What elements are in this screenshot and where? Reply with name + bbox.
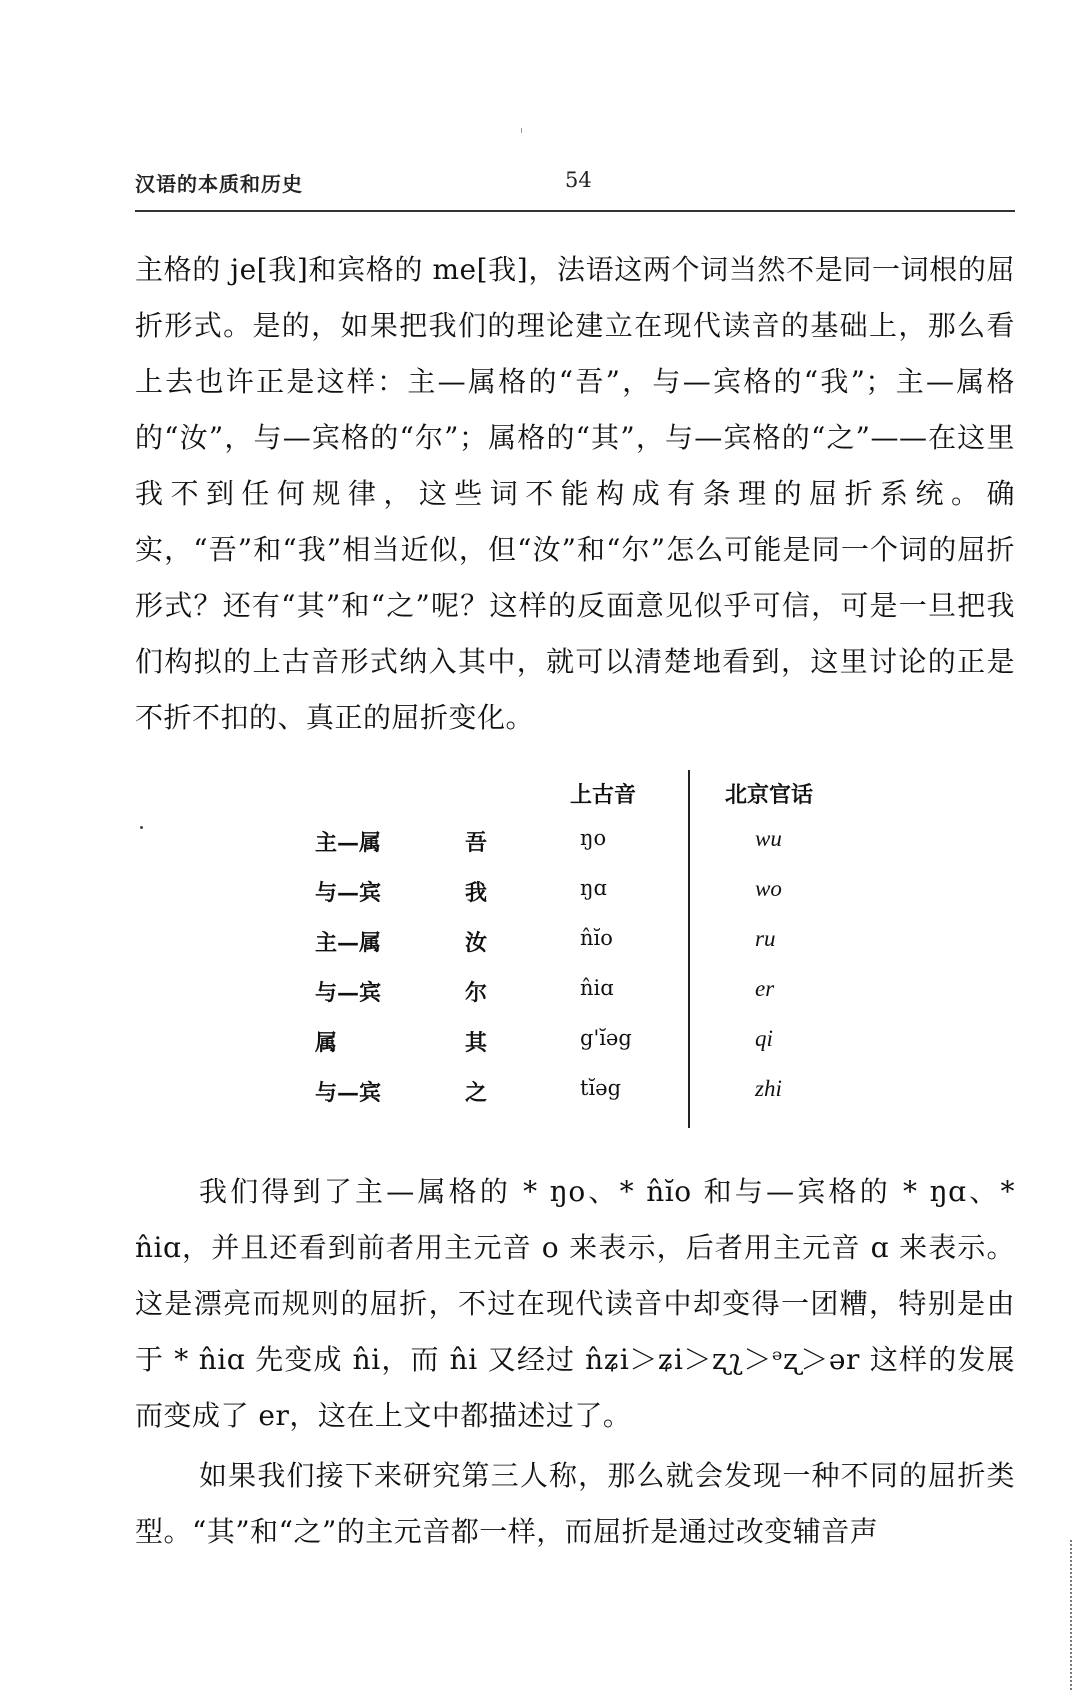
page-number: 54 <box>565 168 592 192</box>
paragraph-third-person: 如果我们接下来研究第三人称，那么就会发现一种不同的屈折类型。“其”和“之”的主元音都一样，而屈折是通过改变辅音声 <box>135 1459 1015 1548</box>
table-row <box>305 1076 865 1116</box>
old-chinese-cell: g'ĭəg <box>580 1026 632 1050</box>
peking-cell: ru <box>755 926 776 951</box>
running-header <box>135 168 1015 208</box>
case-cell: 与—宾 <box>315 980 382 1006</box>
table-row <box>305 976 865 1016</box>
char-cell: 尔 <box>465 980 488 1006</box>
case-cell: 与—宾 <box>315 1080 382 1106</box>
header-rule <box>135 210 1015 212</box>
column-header-old-chinese: 上古音 <box>570 782 637 808</box>
case-cell: 主—属 <box>315 830 382 856</box>
char-cell: 汝 <box>465 930 488 956</box>
char-cell: 之 <box>465 1080 488 1106</box>
book-title: 汉语的本质和历史 <box>135 172 303 196</box>
old-chinese-cell: n̂ĭo <box>580 926 613 950</box>
table-row <box>305 826 865 866</box>
peking-cell: wu <box>755 826 782 851</box>
scan-tick-mark <box>521 128 522 133</box>
table-row <box>305 1026 865 1066</box>
old-chinese-cell: ŋo <box>580 826 607 850</box>
peking-cell: wo <box>755 876 782 901</box>
paragraph-intro: 主格的 je[我]和宾格的 me[我]，法语这两个词当然不是同一词根的屈折形式。是的，如果把我们的理论建立在现代读音的基础上，那么看上去也许正是这样：主—属格的“吾”，与—宾格的“我”；主—属格的“汝”，与—宾格的“尔”；属格的“其”，与—宾格的“之”——在这里我不到任何规律，这些词不能构成有条理的屈折系统。确实，“吾”和“我”相当近似，但“汝”和“尔”怎么可能是同一个词的屈折形式？还有“其”和“之”呢？这样的反面意见似乎可信，可是一旦把我们构拟的上古音形式纳入其中，就可以清楚地看到，这里讨论的正是不折不扣的、真正的屈折变化。 <box>135 253 1015 734</box>
pronoun-table <box>305 770 865 1130</box>
peking-cell: zhi <box>755 1076 782 1101</box>
old-chinese-cell: ŋɑ <box>580 876 607 900</box>
old-chinese-cell: n̂iɑ <box>580 976 614 1000</box>
peking-cell: er <box>755 976 775 1001</box>
peking-cell: qi <box>755 1026 773 1051</box>
old-chinese-cell: tĭəg <box>580 1076 622 1100</box>
column-header-peking: 北京官话 <box>725 782 814 808</box>
case-cell: 主—属 <box>315 930 382 956</box>
table-row <box>305 926 865 966</box>
case-cell: 属 <box>315 1030 338 1056</box>
case-cell: 与—宾 <box>315 880 382 906</box>
char-cell: 吾 <box>465 830 488 856</box>
page-edge-marks <box>1070 1540 1074 1690</box>
char-cell: 我 <box>465 880 488 906</box>
table-row <box>305 876 865 916</box>
scan-speck <box>140 826 143 829</box>
char-cell: 其 <box>465 1030 488 1056</box>
paragraph-inflection: 我们得到了主—属格的 * ŋo、* n̂ĭo 和与—宾格的 * ŋɑ、* n̂iɑ，并且还看到前者用主元音 o 来表示，后者用主元音 ɑ 来表示。这是漂亮而规则的屈折，不过在现代读音中却变得一团糟，特别是由于 * n̂iɑ 先变成 n̂i，而 n̂i 又经过 n̂ʑi＞ʑi＞ʐʅ＞ᵊʐ＞ər 这样的发展而变成了 er，这在上文中都描述过了。 <box>135 1175 1015 1432</box>
